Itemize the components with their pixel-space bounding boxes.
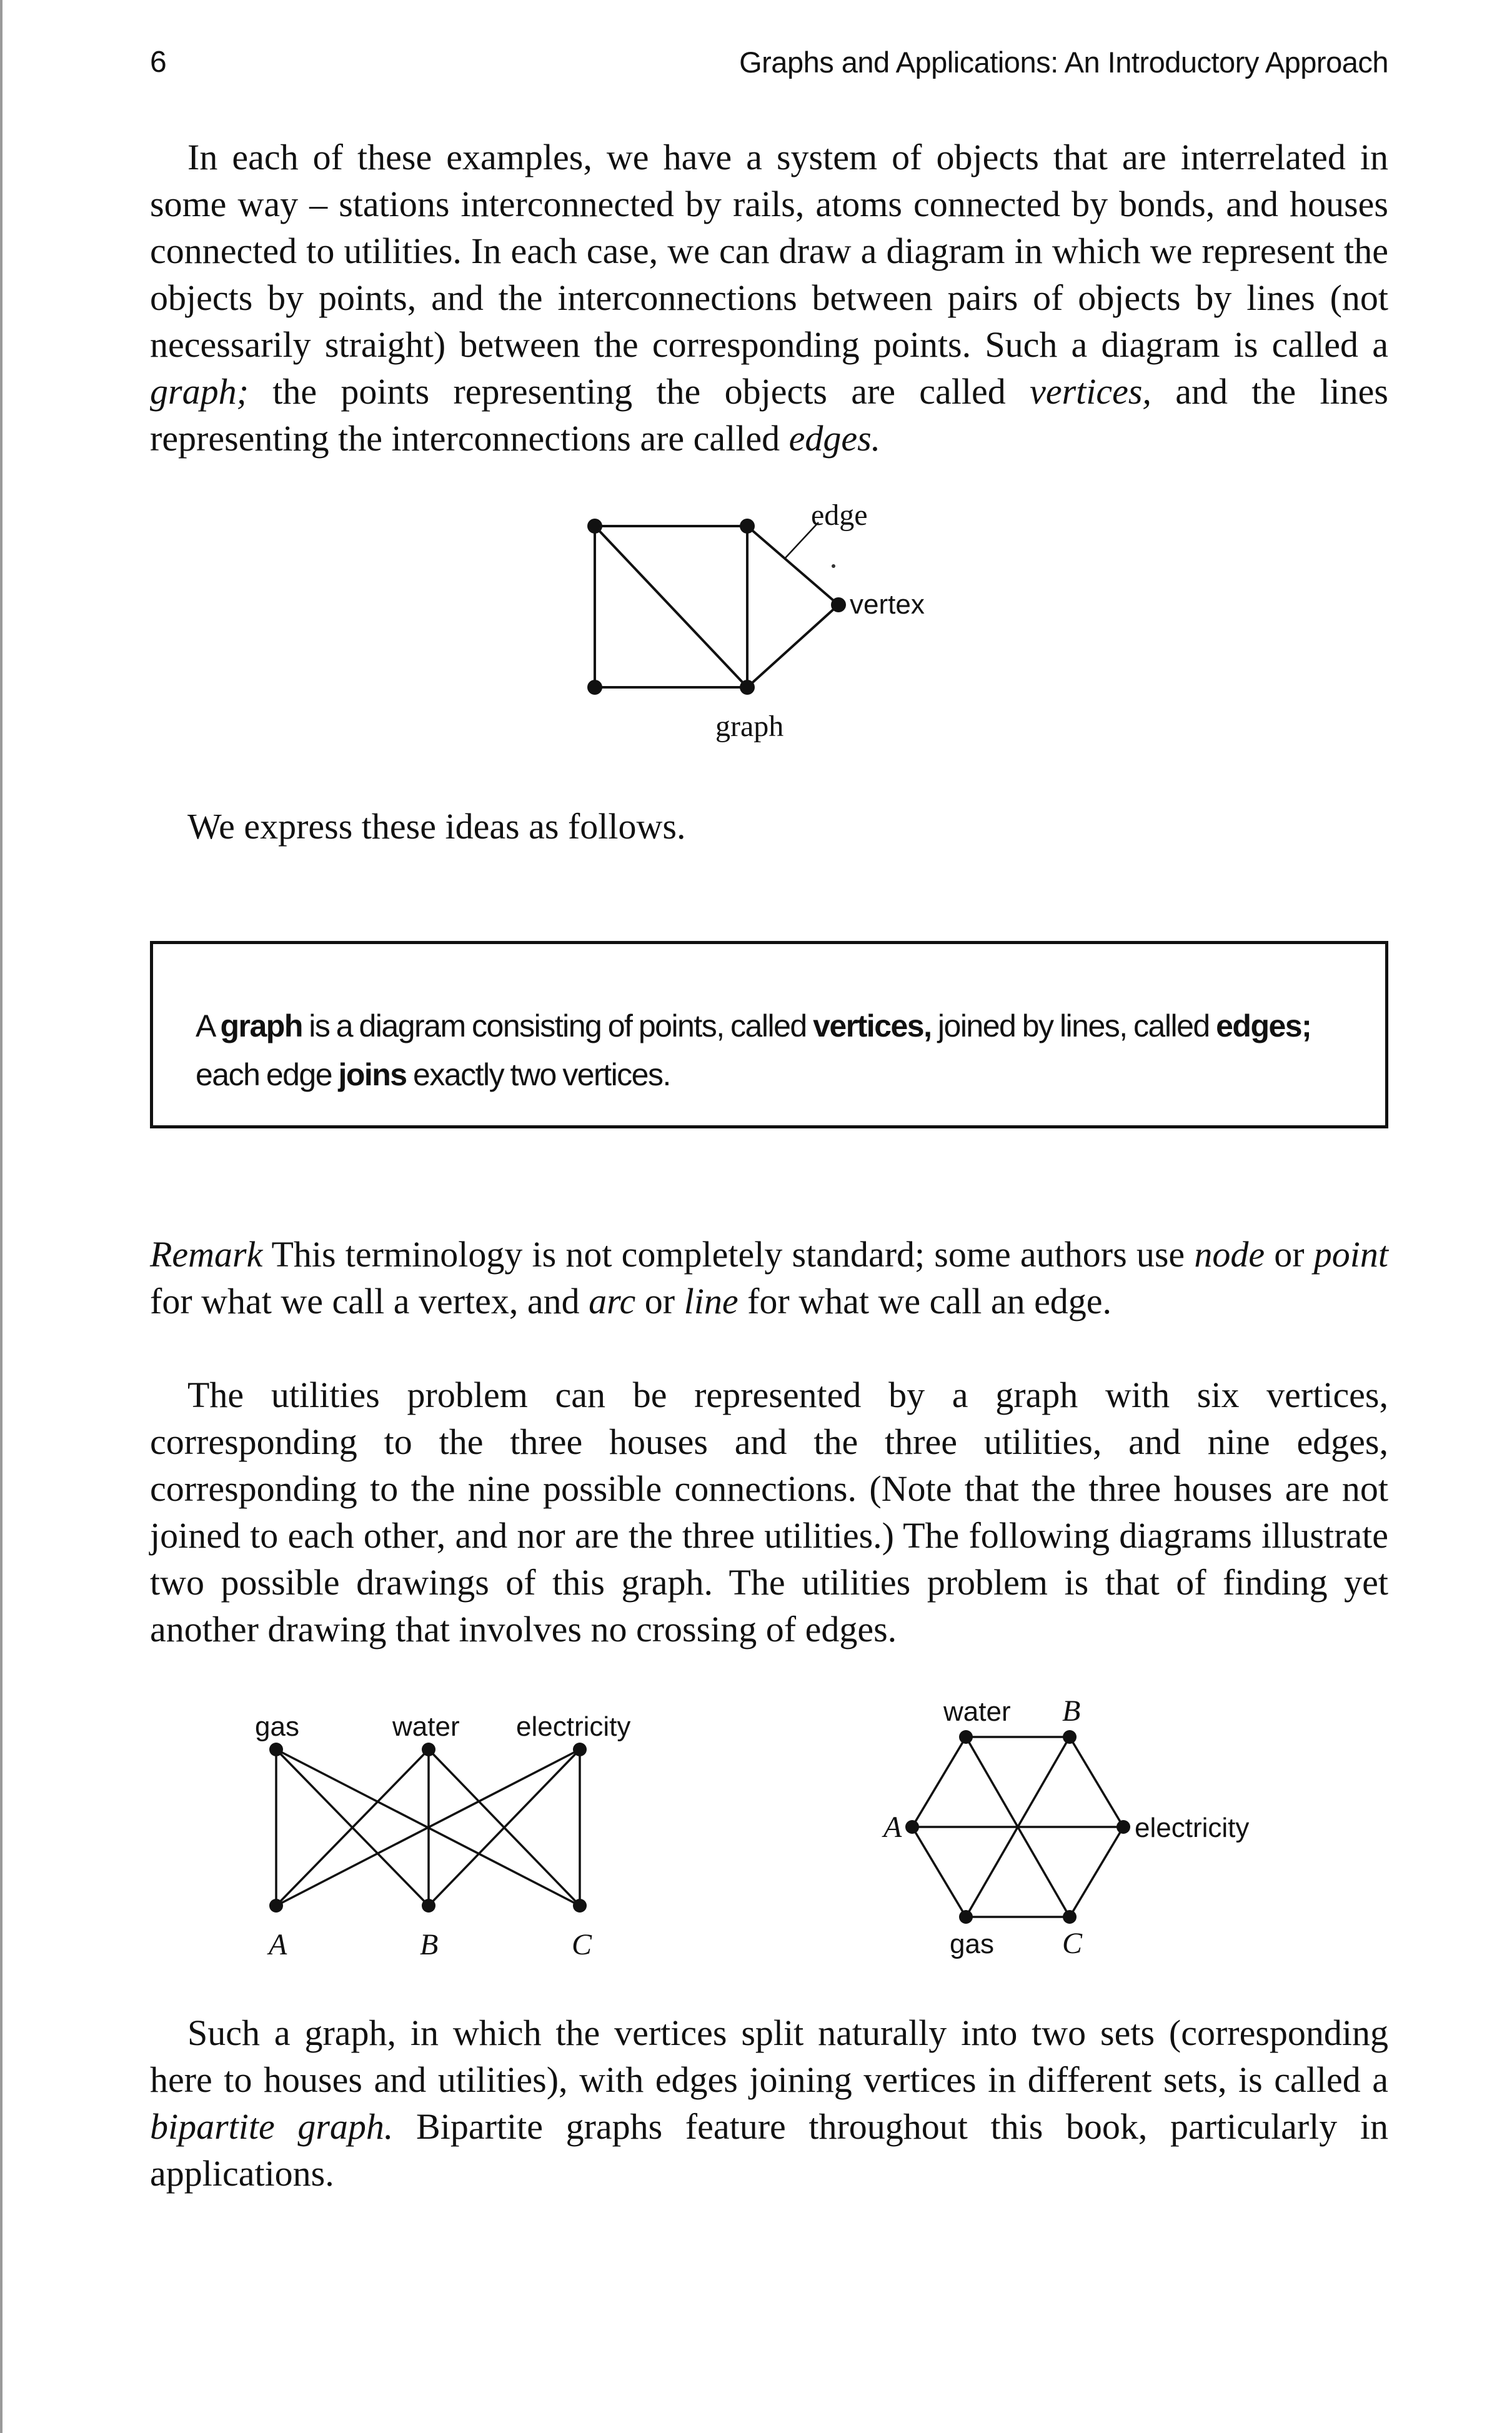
term-line: line [684, 1281, 739, 1321]
paragraph-text: and the lines representing the interconnections are called [150, 371, 1388, 459]
graph-vertex [587, 519, 602, 534]
graph-edge [595, 526, 747, 687]
graph-vertex [740, 519, 755, 534]
label-C: C [1062, 1927, 1083, 1960]
definition-text-part: joined by lines, called [931, 1008, 1216, 1043]
page-number: 6 [150, 46, 167, 79]
remark-label: Remark [150, 1234, 263, 1275]
label-C: C [572, 1928, 592, 1961]
graph-edge [747, 605, 838, 687]
bipartite-edges [276, 1749, 580, 1906]
definition-text-part: A [196, 1008, 221, 1043]
vertex-electricity [1117, 1820, 1130, 1834]
definition-term-joins: joins [338, 1057, 407, 1092]
edge-label: edge [811, 499, 868, 532]
definition-text [196, 1002, 1351, 1099]
vertex-C [573, 1899, 587, 1913]
definition-term-edges: edges; [1216, 1008, 1311, 1043]
label-A: A [269, 1928, 287, 1961]
definition-term-graph: graph [220, 1008, 302, 1043]
definition-box [150, 941, 1388, 1128]
vertex-A [905, 1820, 919, 1834]
vertex-water [422, 1743, 435, 1756]
definition-text-part: exactly two vertices. [406, 1057, 670, 1092]
graph-edge [1070, 1827, 1123, 1917]
graph-edge [912, 1737, 966, 1827]
term-bipartite-graph: bipartite graph. [150, 2106, 394, 2147]
label-electricity: electricity [1135, 1813, 1250, 1843]
term-arc: arc [589, 1281, 636, 1321]
label-water: water [392, 1711, 460, 1742]
term-vertices: vertices, [1030, 371, 1151, 412]
label-gas: gas [255, 1711, 299, 1742]
definition-text-part: each edge [196, 1057, 339, 1092]
running-title: Graphs and Applications: An Introductory Approach [739, 46, 1388, 79]
label-B: B [420, 1928, 439, 1961]
term-point: point [1313, 1234, 1388, 1275]
definition-text-part: is a diagram consisting of points, called [302, 1008, 813, 1043]
graph-caption: graph [715, 710, 784, 743]
vertex-gas [269, 1743, 283, 1756]
vertex-B [1063, 1730, 1077, 1744]
remark-paragraph [150, 1231, 1388, 1325]
paragraph-text: In each of these examples, we have a system of objects that are interrelated in some way – stations interconnected by rails, atoms connected by bonds, and houses connected to utilities. In each case, we can draw a diagram in which we represent the objects by points, and the interconnections between pairs of objects by lines (not necessarily straight) between the corresponding points. Such a diagram is called a [150, 137, 1388, 365]
speck-mark [832, 564, 835, 568]
term-node: node [1194, 1234, 1265, 1275]
page-header [150, 45, 1388, 89]
paragraph-text: Bipartite graphs feature throughout this book, particularly in applications. [150, 2106, 1388, 2194]
vertex-C [1063, 1910, 1077, 1924]
vertex-electricity [573, 1743, 587, 1756]
figure-example-graph [562, 481, 1000, 743]
graph-vertex [740, 680, 755, 695]
remark-text: or [635, 1281, 684, 1321]
paragraph-bipartite [150, 2009, 1388, 2197]
graph-edge [912, 1827, 966, 1917]
label-water: water [943, 1696, 1011, 1727]
graph-vertex [831, 597, 846, 612]
label-gas: gas [950, 1929, 994, 1959]
remark-text: for what we call an edge. [738, 1281, 1112, 1321]
remark-text: This terminology is not completely standard; some authors use [262, 1234, 1195, 1275]
paragraph-text: the points representing the objects are called [248, 371, 1030, 412]
vertex-label: vertex [850, 589, 925, 620]
paragraph-graph-intro [150, 134, 1388, 462]
page-edge-shadow [0, 0, 2, 2433]
graph-edges [595, 526, 838, 687]
figure-utilities-hexagon [875, 1681, 1312, 1962]
vertex-A [269, 1899, 283, 1913]
paragraph-text: Such a graph, in which the vertices split naturally into two sets (corresponding here to houses and utilities), with edges joining vertices in different sets, is called a [150, 2013, 1388, 2100]
vertex-B [422, 1899, 435, 1913]
graph-edge [747, 526, 838, 605]
remark-text: for what we call a vertex, and [150, 1281, 589, 1321]
label-electricity: electricity [516, 1711, 631, 1742]
label-B: B [1062, 1694, 1081, 1728]
term-graph: graph; [150, 371, 249, 412]
definition-term-vertices: vertices, [813, 1008, 932, 1043]
paragraph-express-ideas: We express these ideas as follows. [187, 806, 686, 847]
graph-vertices [587, 519, 846, 695]
label-A: A [883, 1811, 902, 1844]
remark-text: or [1265, 1234, 1314, 1275]
hexagon-edges [912, 1737, 1123, 1917]
term-edges: edges. [788, 418, 881, 459]
graph-edge [1070, 1737, 1123, 1827]
paragraph-utilities-problem: The utilities problem can be represented by a graph with six vertices, corresponding to the three houses and the three utilities, and nine edges, corresponding to the nine possible connections. (Note that the three houses are not joined to each other, and nor are the three utilities.) The following diagrams illustrate two possible drawings of this graph. The utilities problem is that of finding yet another drawing that involves no crossing of edges. [150, 1375, 1388, 1649]
vertex-water [959, 1730, 973, 1744]
figure-utilities-bipartite [244, 1693, 681, 1974]
graph-vertex [587, 680, 602, 695]
vertex-gas [959, 1910, 973, 1924]
